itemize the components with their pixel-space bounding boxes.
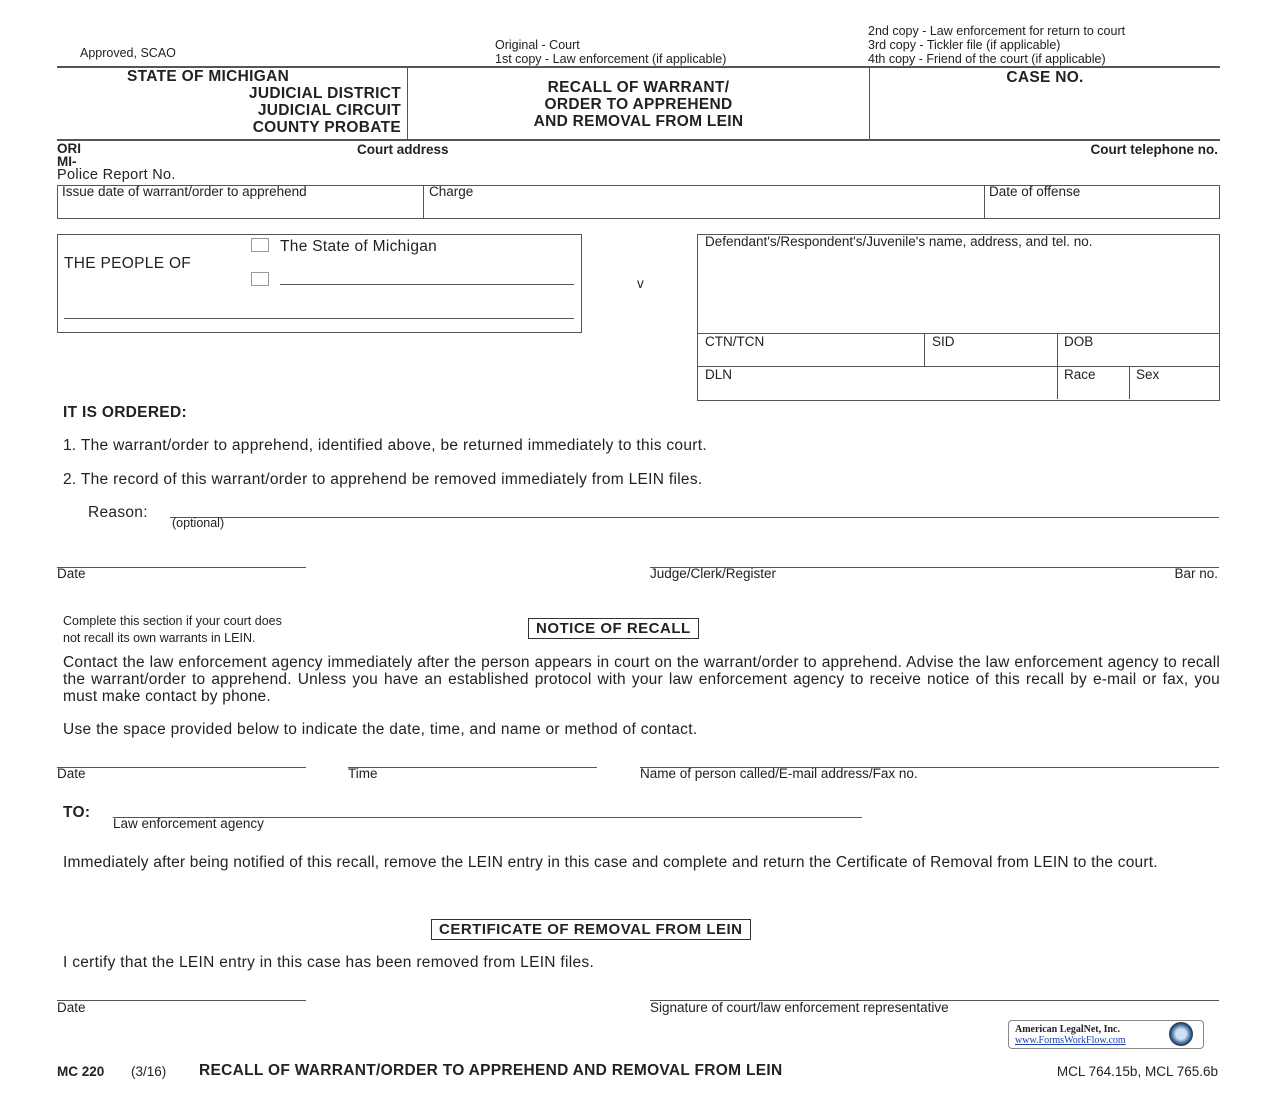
notice-paragraph-2: Use the space provided below to indicate the date, time, and name or method of contact. <box>63 721 698 738</box>
divider <box>697 333 1219 334</box>
logo-company: American LegalNet, Inc. <box>1015 1024 1120 1035</box>
form-title-2: ORDER TO APPREHEND <box>544 96 733 113</box>
other-field-line[interactable] <box>280 284 574 285</box>
date-line[interactable] <box>57 567 306 568</box>
form-revision: (3/16) <box>131 1064 167 1079</box>
divider <box>1129 366 1130 399</box>
form-title-3: AND REMOVAL FROM LEIN <box>533 113 744 130</box>
contact-time-line[interactable] <box>348 767 597 768</box>
cert-date-label: Date <box>57 1000 86 1015</box>
date-offense-label[interactable]: Date of offense <box>989 184 1081 199</box>
copy-original: Original - Court <box>495 38 580 52</box>
sex-label[interactable]: Sex <box>1136 367 1160 382</box>
state-option: The State of Michigan <box>280 238 438 255</box>
copy-4th: 4th copy - Friend of the court (if applicable) <box>868 52 1106 66</box>
court-probate: COUNTY PROBATE <box>252 119 401 136</box>
agency-label: Law enforcement agency <box>113 816 264 831</box>
divider <box>57 139 1220 141</box>
form-number: MC 220 <box>57 1064 105 1079</box>
removal-paragraph: Immediately after being notified of this recall, remove the LEIN entry in this case and complete and return the Certificate of Removal from LEIN to the court. <box>63 854 1158 871</box>
side-note-2: not recall its own warrants in LEIN. <box>63 631 256 645</box>
logo-box <box>1008 1020 1204 1049</box>
sid-label[interactable]: SID <box>932 334 955 349</box>
copy-3rd: 3rd copy - Tickler file (if applicable) <box>868 38 1061 52</box>
optional-label: (optional) <box>172 516 225 530</box>
divider <box>984 185 985 218</box>
divider <box>1057 333 1058 399</box>
divider <box>423 185 424 218</box>
ori-label: ORI <box>57 141 82 156</box>
charge-label[interactable]: Charge <box>429 184 474 199</box>
bar-no-label: Bar no. <box>1174 566 1218 581</box>
contact-name-label: Name of person called/E-mail address/Fax no. <box>640 766 918 781</box>
people-label: THE PEOPLE OF <box>64 255 192 272</box>
state-checkbox[interactable] <box>251 238 269 252</box>
form-title-1: RECALL OF WARRANT/ <box>547 79 730 96</box>
footer-title: RECALL OF WARRANT/ORDER TO APPREHEND AND REMOVAL FROM LEIN <box>199 1062 783 1079</box>
globe-icon <box>1169 1022 1193 1046</box>
defendant-label[interactable]: Defendant's/Respondent's/Juvenile's name, address, and tel. no. <box>705 234 1093 249</box>
mcl-reference: MCL 764.15b, MCL 765.6b <box>1056 1064 1218 1079</box>
issue-date-label[interactable]: Issue date of warrant/order to apprehend <box>62 184 307 199</box>
logo-url[interactable]: www.FormsWorkFlow.com <box>1015 1035 1126 1046</box>
court-circuit: JUDICIAL CIRCUIT <box>257 102 401 119</box>
court-address-label: Court address <box>357 142 449 157</box>
notice-paragraph: Contact the law enforcement agency immediately after the person appears in court on the warrant/order to apprehend. Advise the law enforcement agency to recall the warrant/order to apprehend. Unless you have an established protocol with your law enforcement agency to receive notice of this recall by e-mail or fax, you must make contact by phone. <box>63 654 1220 705</box>
police-report-label: Police Report No. <box>57 167 176 183</box>
contact-date-label: Date <box>57 766 86 781</box>
court-state: STATE OF MICHIGAN <box>127 68 290 85</box>
contact-time-label: Time <box>348 766 378 781</box>
judge-label: Judge/Clerk/Register <box>650 566 777 581</box>
court-district: JUDICIAL DISTRICT <box>248 85 401 102</box>
ordered-heading: IT IS ORDERED: <box>63 404 187 421</box>
dln-label[interactable]: DLN <box>705 367 733 382</box>
approved-label: Approved, SCAO <box>80 46 176 60</box>
people-line[interactable] <box>64 318 574 319</box>
reason-label: Reason: <box>88 504 148 521</box>
copy-1st: 1st copy - Law enforcement (if applicable) <box>495 52 727 66</box>
signature-label: Signature of court/law enforcement representative <box>650 1000 949 1015</box>
dob-label[interactable]: DOB <box>1064 334 1094 349</box>
court-telephone-label: Court telephone no. <box>1090 142 1218 157</box>
certificate-text: I certify that the LEIN entry in this case has been removed from LEIN files. <box>63 954 595 971</box>
race-label[interactable]: Race <box>1064 367 1096 382</box>
cert-date-line[interactable] <box>57 1000 306 1001</box>
reason-field[interactable] <box>170 517 1219 518</box>
side-note-1: Complete this section if your court does <box>63 614 282 628</box>
mi-label: MI- <box>57 154 77 169</box>
divider <box>924 333 925 366</box>
other-checkbox[interactable] <box>251 272 269 286</box>
certificate-heading: CERTIFICATE OF REMOVAL FROM LEIN <box>431 919 751 940</box>
to-label: TO: <box>63 804 91 821</box>
case-no-label: CASE NO. <box>1006 69 1084 86</box>
versus-label: v <box>637 276 644 291</box>
date-label: Date <box>57 566 86 581</box>
notice-heading: NOTICE OF RECALL <box>528 618 699 639</box>
ctn-label[interactable]: CTN/TCN <box>705 334 765 349</box>
case-no-field[interactable] <box>880 90 1210 135</box>
contact-date-line[interactable] <box>57 767 306 768</box>
order-item-1: 1. The warrant/order to apprehend, identified above, be returned immediately to this court. <box>63 437 707 454</box>
order-item-2: 2. The record of this warrant/order to apprehend be removed immediately from LEIN files. <box>63 471 703 488</box>
copy-2nd: 2nd copy - Law enforcement for return to court <box>868 24 1126 38</box>
